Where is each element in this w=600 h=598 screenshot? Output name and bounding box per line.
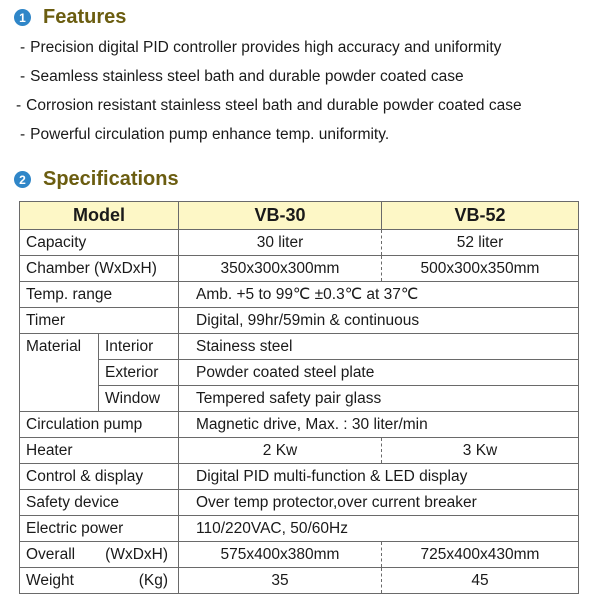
- cell-value: 30 liter: [179, 230, 382, 256]
- table-row: [20, 542, 579, 568]
- cell-value: 500x300x350mm: [382, 256, 579, 282]
- table-row: [20, 230, 579, 256]
- cell-value: Over temp protector,over current breaker: [179, 490, 579, 516]
- table-row: [20, 568, 579, 594]
- row-label-text: Overall: [26, 545, 76, 563]
- feature-item: - Corrosion resistant stainless steel bath and durable powder coated case: [16, 97, 522, 114]
- table-row: [20, 334, 579, 360]
- row-label: [20, 568, 179, 594]
- cell-value: 110/220VAC, 50/60Hz: [179, 516, 579, 542]
- cell-value: Powder coated steel plate: [179, 360, 579, 386]
- specifications-number-badge: 2: [14, 171, 31, 188]
- cell-value: Digital, 99hr/59min & continuous: [179, 308, 579, 334]
- feature-item: - Powerful circulation pump enhance temp. uniformity.: [20, 126, 390, 143]
- feature-item: - Precision digital PID controller provides high accuracy and uniformity: [20, 39, 502, 56]
- header-vb-30: VB-30: [179, 202, 382, 230]
- table-row: [20, 438, 579, 464]
- specifications-heading: [14, 168, 179, 191]
- row-label: Chamber (WxDxH): [20, 256, 179, 282]
- row-label: Electric power: [20, 516, 179, 542]
- cell-value: 35: [179, 568, 382, 594]
- cell-value: Amb. +5 to 99℃ ±0.3℃ at 37℃: [179, 282, 579, 308]
- table-row: [20, 386, 579, 412]
- row-label: Temp. range: [20, 282, 179, 308]
- features-list: [16, 36, 522, 152]
- cell-value: 45: [382, 568, 579, 594]
- specifications-table: [19, 201, 579, 594]
- cell-value: 350x300x300mm: [179, 256, 382, 282]
- row-label: Safety device: [20, 490, 179, 516]
- header-vb-52: VB-52: [382, 202, 579, 230]
- cell-value: Stainess steel: [179, 334, 579, 360]
- header-model: Model: [20, 202, 179, 230]
- cell-value: 575x400x380mm: [179, 542, 382, 568]
- table-row: [20, 412, 579, 438]
- row-label: Timer: [20, 308, 179, 334]
- cell-value: Tempered safety pair glass: [179, 386, 579, 412]
- row-label: Heater: [20, 438, 179, 464]
- table-row: [20, 308, 579, 334]
- specifications-title: Specifications: [43, 168, 179, 190]
- row-label: Control & display: [20, 464, 179, 490]
- cell-value: 3 Kw: [382, 438, 579, 464]
- row-label: [20, 542, 179, 568]
- table-row: [20, 464, 579, 490]
- row-label: Circulation pump: [20, 412, 179, 438]
- feature-item: - Seamless stainless steel bath and durable powder coated case: [20, 68, 464, 85]
- cell-value: 2 Kw: [179, 438, 382, 464]
- table-header-row: [20, 202, 579, 230]
- row-label-material: Material: [20, 334, 99, 412]
- row-sublabel: Interior: [99, 334, 179, 360]
- table-row: [20, 256, 579, 282]
- row-label-text: Weight: [26, 571, 74, 589]
- cell-value: Digital PID multi-function & LED display: [179, 464, 579, 490]
- features-title: Features: [43, 6, 127, 28]
- table-row: [20, 282, 579, 308]
- cell-value: 52 liter: [382, 230, 579, 256]
- row-label-unit: (WxDxH): [105, 545, 168, 563]
- cell-value: Magnetic drive, Max. : 30 liter/min: [179, 412, 579, 438]
- features-number-badge: 1: [14, 9, 31, 26]
- table-row: [20, 490, 579, 516]
- cell-value: 725x400x430mm: [382, 542, 579, 568]
- row-label-unit: (Kg): [138, 571, 168, 589]
- row-sublabel: Window: [99, 386, 179, 412]
- table-row: [20, 360, 579, 386]
- table-row: [20, 516, 579, 542]
- features-heading: [14, 6, 126, 29]
- row-label: Capacity: [20, 230, 179, 256]
- row-sublabel: Exterior: [99, 360, 179, 386]
